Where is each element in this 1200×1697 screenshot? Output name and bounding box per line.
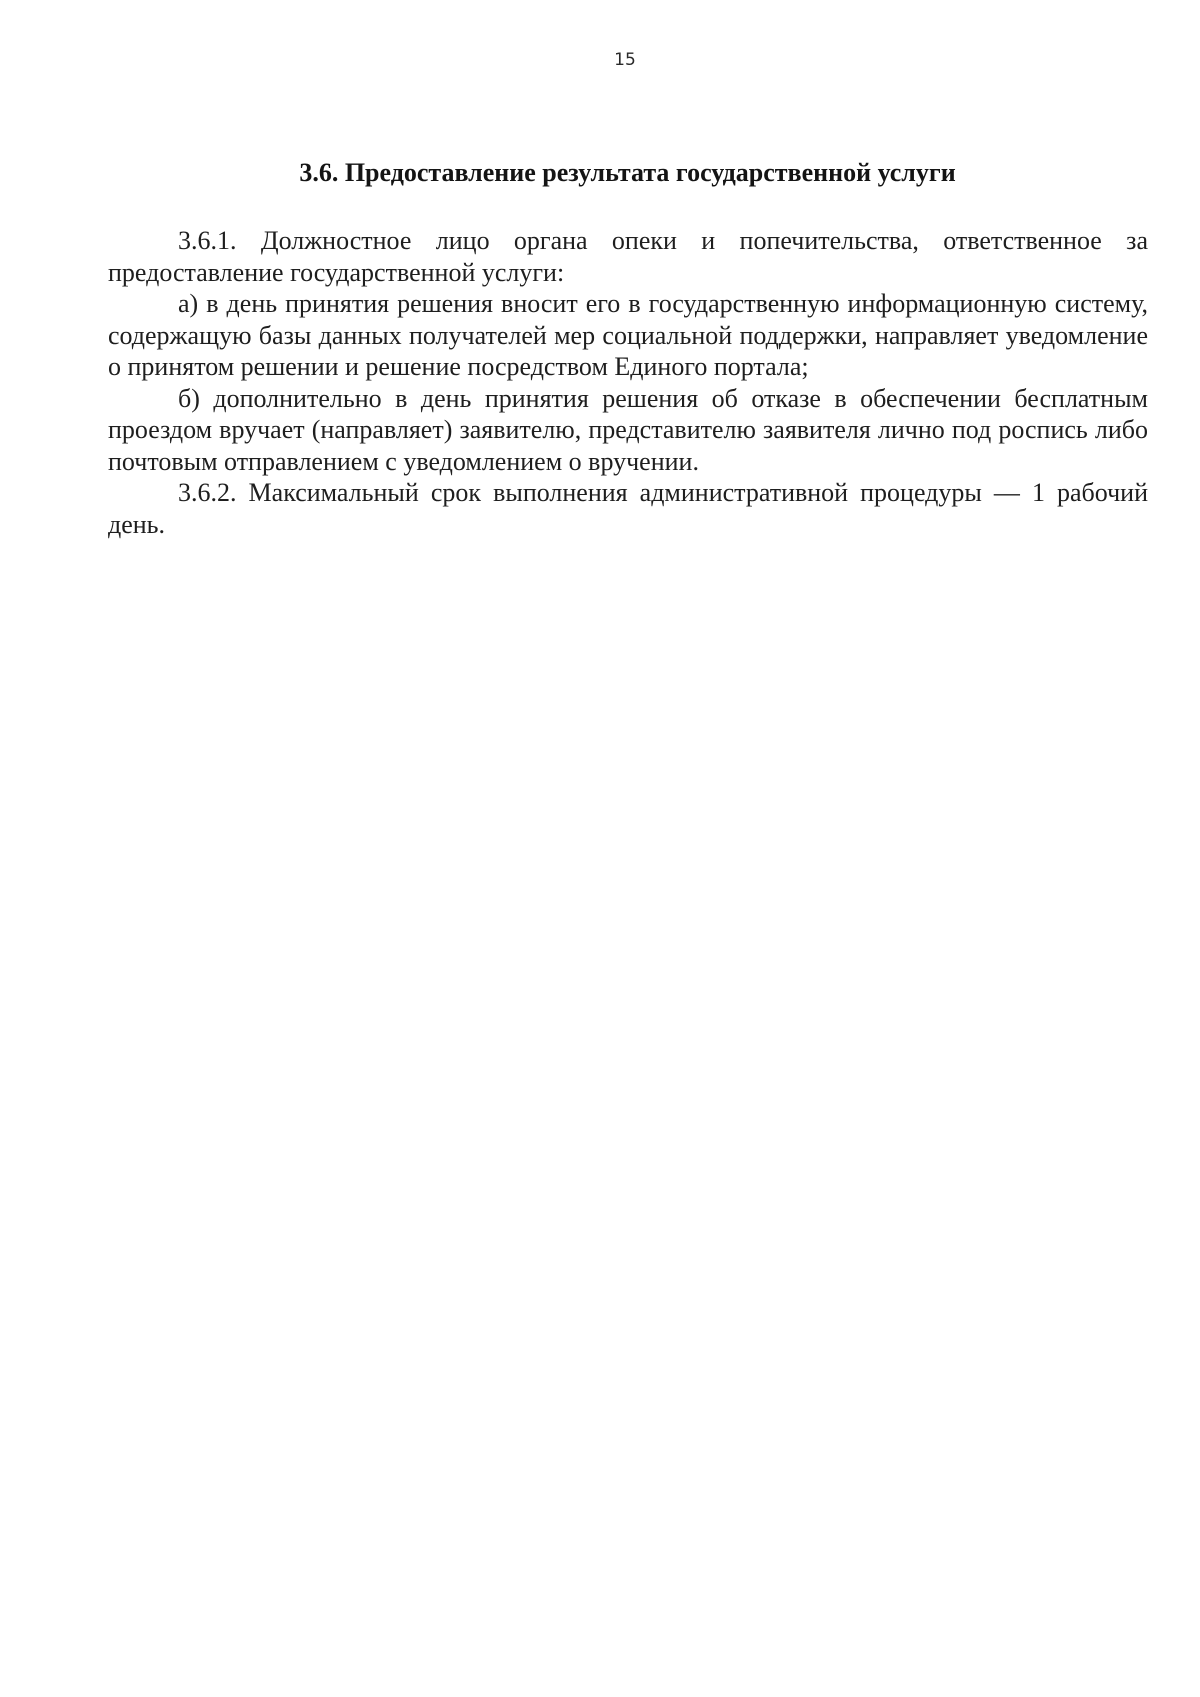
page-number: 15 xyxy=(614,50,636,70)
paragraph-3-6-2: 3.6.2. Максимальный срок выполнения административной процедуры — 1 рабочий день. xyxy=(108,478,1148,539)
section-body xyxy=(108,225,1148,540)
paragraph-item-a: а) в день принятия решения вносит его в государственную информационную систему, содержащую базы данных получателей мер социальной поддержки, направляет уведомление о принятом решении и решение посредством Единого портала; xyxy=(108,289,1148,381)
paragraph-3-6-1: 3.6.1. Должностное лицо органа опеки и попечительства, ответственное за предоставление государственной услуги: xyxy=(108,226,1148,287)
paragraph-item-b: б) дополнительно в день принятия решения об отказе в обеспечении бесплатным проездом вручает (направляет) заявителю, представителю заявителя лично под роспись либо почтовым отправлением с уведомлением о вручении. xyxy=(108,383,1148,476)
section-heading: 3.6. Предоставление результата государственной услуги xyxy=(299,158,956,187)
